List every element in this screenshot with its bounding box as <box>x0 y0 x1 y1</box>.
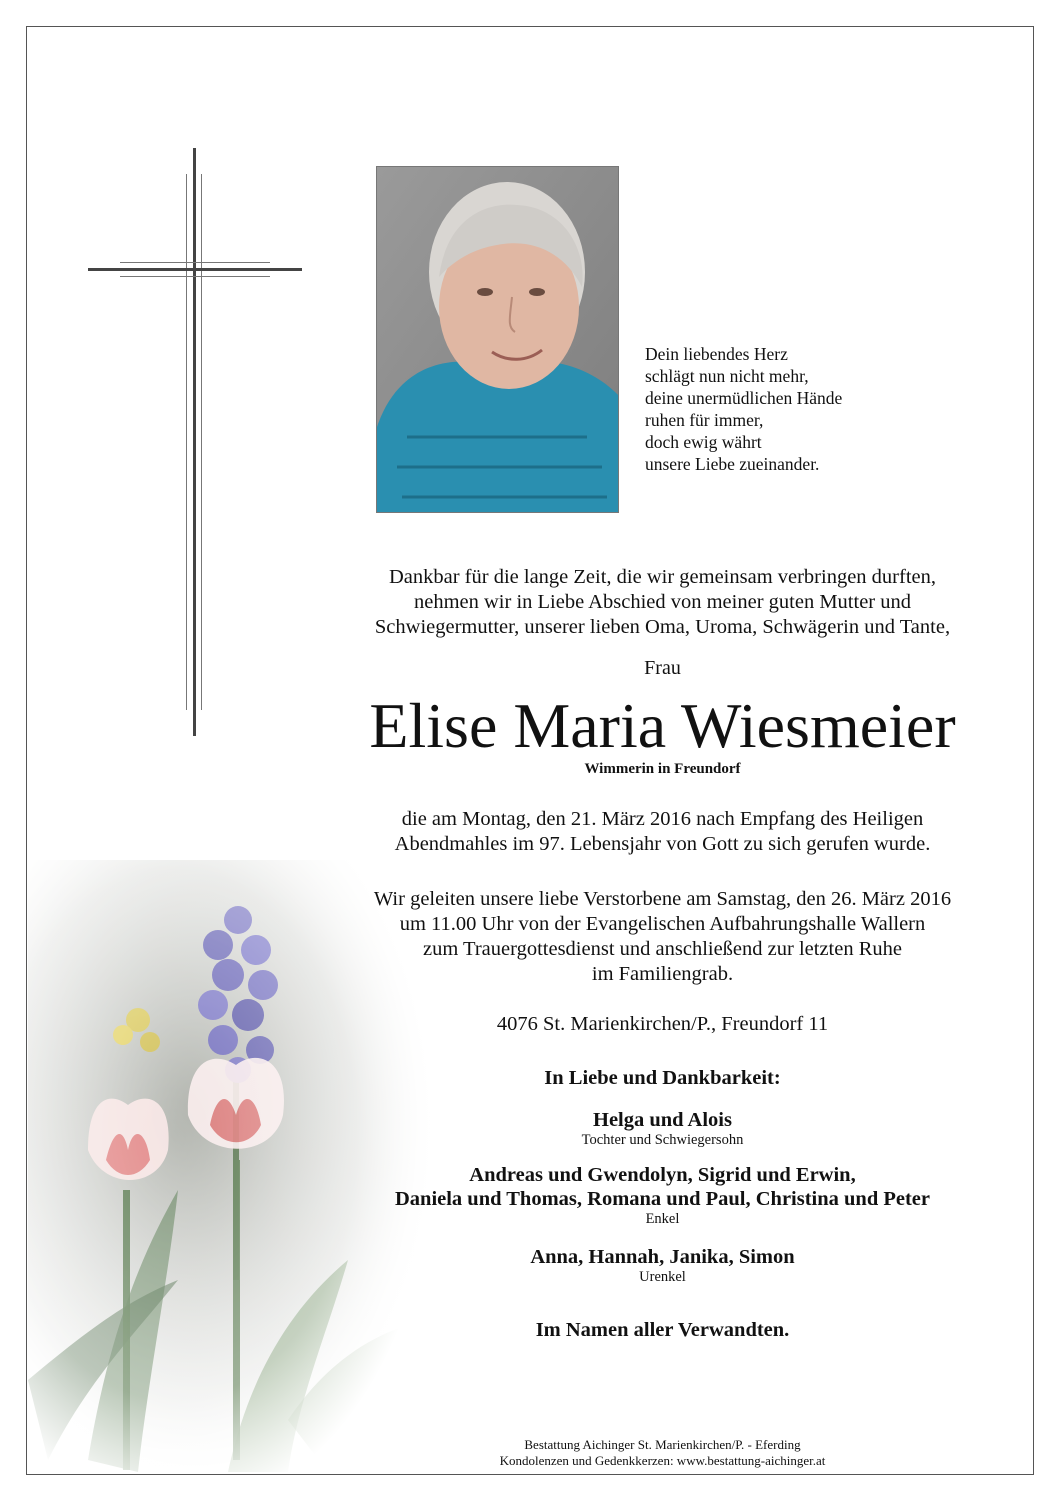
intro-line: nehmen wir in Liebe Abschied von meiner guten Mutter und <box>413 591 911 613</box>
funeral-line: Wir geleiten unsere liebe Verstorbene am Samstag, den 26. März 2016 <box>373 888 952 910</box>
footer <box>330 1437 995 1469</box>
deceased-subtitle: Wimmerin in Freundorf <box>584 761 741 777</box>
portrait-image <box>377 167 619 513</box>
poem-line: deine unermüdlichen Hände <box>645 388 843 408</box>
mourner-group <box>330 1108 995 1148</box>
death-notice <box>330 807 995 857</box>
cross-icon <box>88 148 302 736</box>
poem-line: unsere Liebe zueinander. <box>645 454 820 474</box>
poem <box>645 343 842 475</box>
mourners-heading: In Liebe und Dankbarkeit: <box>544 1067 781 1089</box>
poem-line: ruhen für immer, <box>645 410 764 430</box>
poem-line: doch ewig währt <box>645 432 762 452</box>
mourner-names: Anna, Hannah, Janika, Simon <box>530 1246 795 1268</box>
mourner-relation: Urenkel <box>639 1269 686 1285</box>
death-line: die am Montag, den 21. März 2016 nach Empfang des Heiligen <box>401 808 924 830</box>
poem-line: Dein liebendes Herz <box>645 344 788 364</box>
address: 4076 St. Marienkirchen/P., Freundorf 11 <box>496 1013 829 1035</box>
mourner-names: Daniela und Thomas, Romana und Paul, Christina und Peter <box>394 1188 930 1210</box>
closing: Im Namen aller Verwandten. <box>535 1319 790 1341</box>
mourner-group <box>330 1245 995 1285</box>
death-line: Abendmahles im 97. Lebensjahr von Gott zu sich gerufen wurde. <box>394 833 931 855</box>
intro-line: Schwiegermutter, unserer lieben Oma, Uroma, Schwägerin und Tante, <box>374 616 951 638</box>
mourner-group <box>330 1163 995 1227</box>
salutation: Frau <box>644 657 681 679</box>
mourner-names: Andreas und Gwendolyn, Sigrid und Erwin, <box>469 1164 856 1186</box>
funeral-line: im Familiengrab. <box>591 963 734 985</box>
intro-line: Dankbar für die lange Zeit, die wir gemeinsam verbringen durften, <box>388 566 937 588</box>
funeral-notice <box>330 887 995 987</box>
footer-line: Bestattung Aichinger St. Marienkirchen/P. - Eferding <box>524 1437 801 1452</box>
poem-line: schlägt nun nicht mehr, <box>645 366 809 386</box>
deceased-name: Elise Maria Wiesmeier <box>369 690 956 761</box>
intro-text <box>330 565 995 640</box>
funeral-line: um 11.00 Uhr von der Evangelischen Aufbahrungshalle Wallern <box>399 913 926 935</box>
mourner-names: Helga und Alois <box>593 1109 732 1131</box>
funeral-line: zum Trauergottesdienst und anschließend zur letzten Ruhe <box>423 938 902 960</box>
mourner-relation: Tochter und Schwiegersohn <box>581 1132 744 1148</box>
footer-line: Kondolenzen und Gedenkkerzen: www.bestattung-aichinger.at <box>499 1453 826 1468</box>
mourner-relation: Enkel <box>645 1211 680 1227</box>
portrait-photo <box>376 166 619 513</box>
